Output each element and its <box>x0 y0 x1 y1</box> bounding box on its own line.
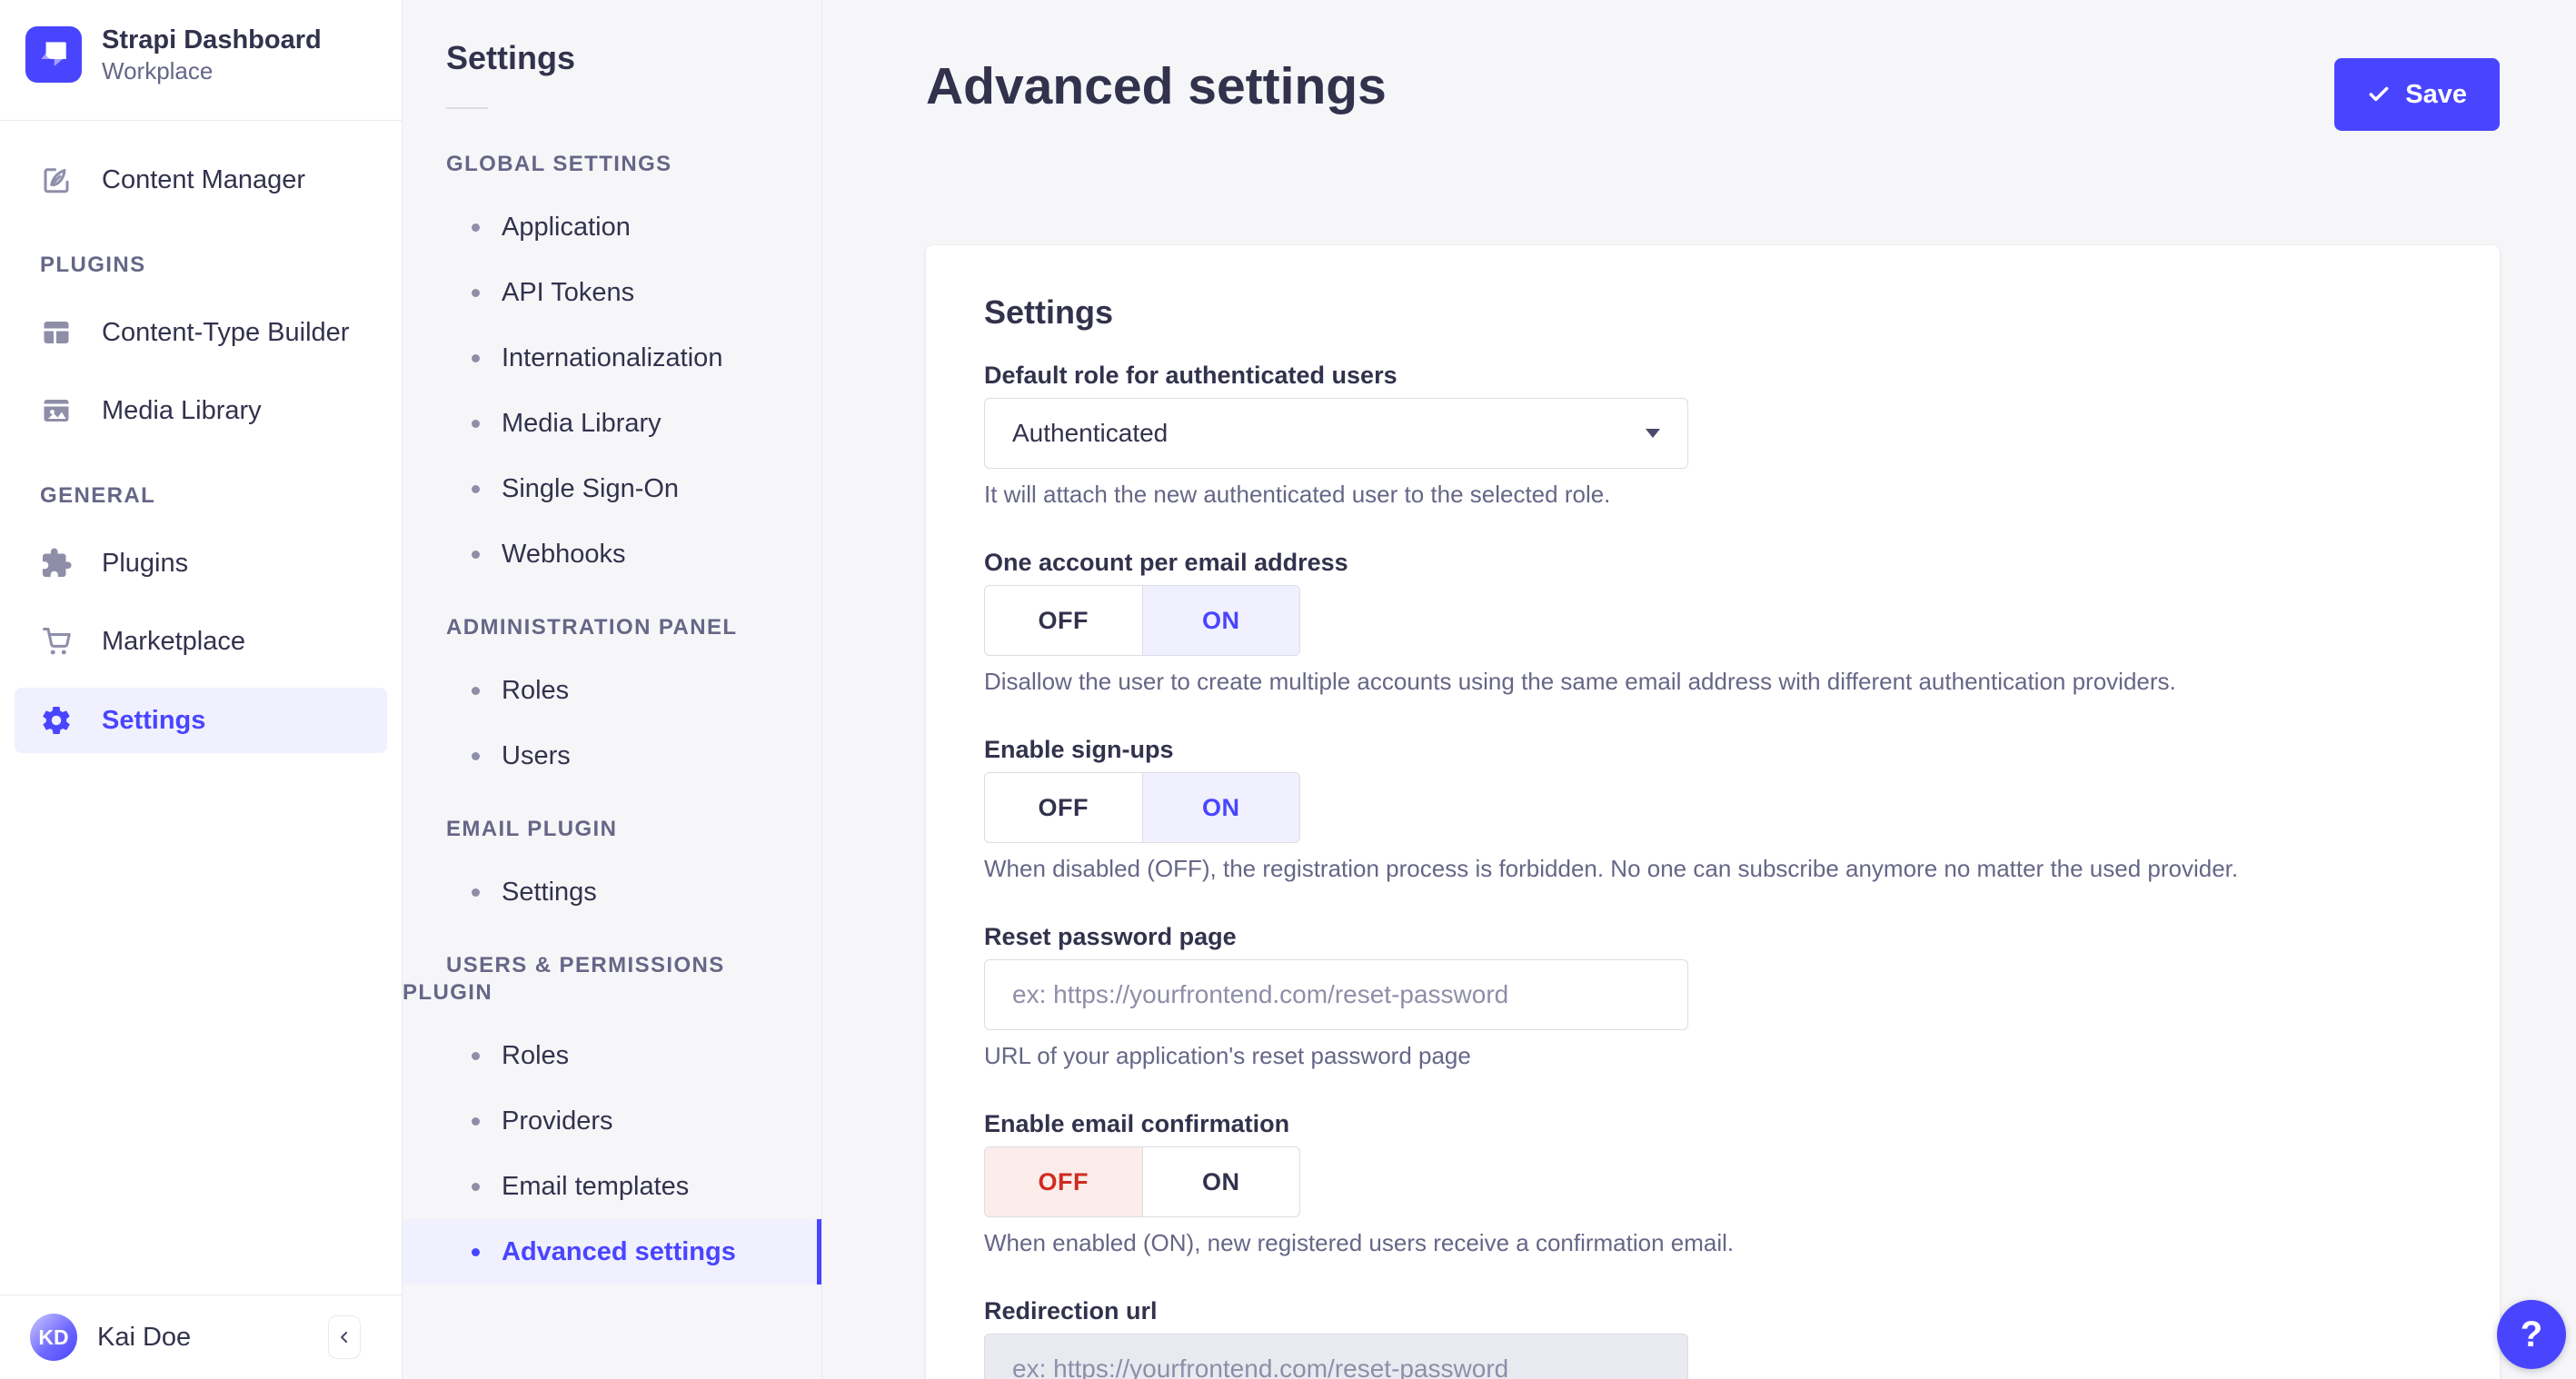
layout-icon <box>40 316 73 349</box>
sidebar-group-general <box>0 524 402 753</box>
settings-subnav <box>403 0 822 1379</box>
subnav-item-up-providers[interactable] <box>403 1088 821 1154</box>
toggle-on-option[interactable]: ON <box>1142 773 1300 842</box>
subnav-item-label: Webhooks <box>502 539 626 569</box>
chevron-left-icon <box>335 1328 353 1346</box>
field-hint: URL of your application's reset password page <box>984 1042 1471 1069</box>
toggle-off-option[interactable]: OFF <box>1038 793 1089 821</box>
one-account-toggle <box>984 585 1300 656</box>
subnav-item-label: Settings <box>502 877 597 907</box>
bullet-icon <box>472 752 480 760</box>
bullet-icon <box>472 1248 480 1256</box>
select-value: Authenticated <box>1012 419 1169 447</box>
page-title: Advanced settings <box>926 57 1387 115</box>
sidebar-item-label: Content-Type Builder <box>102 317 350 347</box>
subnav-header-global: GLOBAL SETTINGS <box>446 152 672 176</box>
sidebar-item-label: Media Library <box>102 395 262 425</box>
field-label: Enable email confirmation <box>984 1110 1290 1137</box>
workspace-switcher[interactable] <box>0 0 402 85</box>
subnav-item-label: Providers <box>502 1106 613 1136</box>
gear-icon <box>40 704 73 737</box>
bullet-icon <box>472 420 480 428</box>
toggle-off-option[interactable]: OFF <box>1038 606 1089 634</box>
save-button[interactable] <box>2334 58 2500 131</box>
subnav-section-global <box>403 151 821 587</box>
bullet-icon <box>472 289 480 297</box>
subnav-divider <box>446 107 488 109</box>
email-confirmation-toggle <box>984 1146 1300 1217</box>
sidebar-item-plugins[interactable] <box>0 524 402 602</box>
subnav-item-webhooks[interactable] <box>403 521 821 587</box>
save-button-label: Save <box>2405 79 2467 109</box>
field-hint: When disabled (OFF), the registration process is forbidden. No one can subscribe anymore no matter the used provider. <box>984 855 2239 882</box>
brand-workspace: Workplace <box>102 57 214 84</box>
cart-icon <box>40 625 73 658</box>
sidebar-divider <box>0 120 402 121</box>
field-hint: It will attach the new authenticated user to the selected role. <box>984 481 1611 508</box>
question-mark-icon: ? <box>2520 1314 2543 1354</box>
help-button[interactable] <box>2497 1300 2566 1369</box>
field-default-role <box>984 360 2442 509</box>
field-label: Enable sign-ups <box>984 736 1174 763</box>
sidebar-item-media-library[interactable] <box>0 372 402 450</box>
field-hint: When enabled (ON), new registered users receive a confirmation email. <box>984 1229 1735 1256</box>
subnav-header-email: EMAIL PLUGIN <box>446 817 618 841</box>
sidebar-item-label: Content Manager <box>102 164 306 194</box>
subnav-item-label: Roles <box>502 675 570 705</box>
field-hint: Disallow the user to create multiple accounts using the same email address with different authentication providers. <box>984 668 2176 695</box>
bullet-icon <box>472 1052 480 1060</box>
subnav-item-application[interactable] <box>403 194 821 260</box>
collapse-sidebar-button[interactable] <box>328 1315 361 1359</box>
subnav-item-label: Internationalization <box>502 342 723 372</box>
bullet-icon <box>472 223 480 232</box>
avatar[interactable]: KD <box>30 1314 77 1361</box>
brand-title: Strapi Dashboard <box>102 25 322 55</box>
settings-card <box>926 245 2500 1379</box>
subnav-title: Settings <box>446 39 576 76</box>
subnav-header-admin: ADMINISTRATION PANEL <box>446 615 738 640</box>
field-one-account <box>984 547 2442 696</box>
subnav-item-api-tokens[interactable] <box>403 260 821 325</box>
sidebar-footer <box>0 1295 402 1379</box>
field-label: Default role for authenticated users <box>984 362 1397 389</box>
image-icon <box>40 394 73 427</box>
sidebar-section-plugins: PLUGINS <box>40 253 146 277</box>
subnav-section-email <box>403 816 821 925</box>
sidebar-item-settings[interactable] <box>15 688 387 753</box>
sidebar-item-label: Settings <box>102 705 206 735</box>
subnav-item-up-email-templates[interactable] <box>403 1154 821 1219</box>
subnav-item-up-roles[interactable] <box>403 1023 821 1088</box>
field-label: Reset password page <box>984 923 1237 950</box>
bullet-icon <box>472 551 480 559</box>
subnav-item-internationalization[interactable] <box>403 325 821 391</box>
field-label: Redirection url <box>984 1297 1158 1324</box>
redirection-url-input <box>984 1334 1688 1379</box>
bullet-icon <box>472 1117 480 1126</box>
field-enable-signups <box>984 734 2442 883</box>
subnav-item-admin-users[interactable] <box>403 723 821 789</box>
bullet-icon <box>472 1183 480 1191</box>
subnav-item-label: Application <box>502 212 631 242</box>
sidebar-item-marketplace[interactable] <box>0 602 402 680</box>
reset-password-input[interactable] <box>984 959 1688 1030</box>
subnav-item-email-settings[interactable] <box>403 859 821 925</box>
subnav-item-label: Advanced settings <box>502 1236 736 1266</box>
field-email-confirmation <box>984 1108 2442 1257</box>
user-name: Kai Doe <box>97 1322 192 1352</box>
subnav-item-admin-roles[interactable] <box>403 658 821 723</box>
subnav-item-label: Media Library <box>502 408 661 438</box>
subnav-header-users-permissions: USERS & PERMISSIONS PLUGIN <box>403 953 725 1005</box>
sidebar-item-label: Plugins <box>102 548 189 578</box>
sidebar-section-general: GENERAL <box>40 483 156 508</box>
field-reset-password <box>984 921 2442 1070</box>
subnav-section-users-permissions <box>403 952 821 1285</box>
main-content <box>822 0 2576 1379</box>
subnav-item-label: Email templates <box>502 1171 690 1201</box>
brand-text <box>102 24 322 85</box>
subnav-section-admin <box>403 614 821 789</box>
check-icon <box>2367 83 2391 106</box>
field-redirection-url <box>984 1295 2442 1379</box>
sidebar-item-label: Marketplace <box>102 626 245 656</box>
strapi-logo-icon <box>25 26 82 83</box>
caret-down-icon <box>1646 429 1660 438</box>
puzzle-icon <box>40 547 73 580</box>
main-sidebar <box>0 0 403 1379</box>
sidebar-item-content-type-builder[interactable] <box>0 293 402 372</box>
toggle-on-option[interactable]: ON <box>1142 1147 1300 1216</box>
default-role-select[interactable] <box>984 398 1688 469</box>
subnav-item-media-library[interactable] <box>403 391 821 456</box>
bullet-icon <box>472 888 480 897</box>
enable-signups-toggle <box>984 772 1300 843</box>
subnav-item-label: Single Sign-On <box>502 473 680 503</box>
bullet-icon <box>472 485 480 493</box>
subnav-item-label: Roles <box>502 1040 570 1070</box>
sidebar-item-content-manager[interactable] <box>0 141 402 219</box>
toggle-on-option[interactable]: ON <box>1142 586 1300 655</box>
subnav-item-label: Users <box>502 740 571 770</box>
subnav-item-label: API Tokens <box>502 277 635 307</box>
sidebar-group-plugins <box>0 293 402 450</box>
card-title: Settings <box>984 293 1114 331</box>
toggle-off-option[interactable]: OFF <box>985 1147 1142 1216</box>
bullet-icon <box>472 687 480 695</box>
subnav-item-up-advanced-settings[interactable] <box>403 1219 821 1285</box>
feather-icon <box>40 164 73 196</box>
page-header <box>926 0 2500 131</box>
sidebar-nav <box>0 141 402 753</box>
field-label: One account per email address <box>984 549 1348 576</box>
bullet-icon <box>472 354 480 362</box>
subnav-item-single-sign-on[interactable] <box>403 456 821 521</box>
